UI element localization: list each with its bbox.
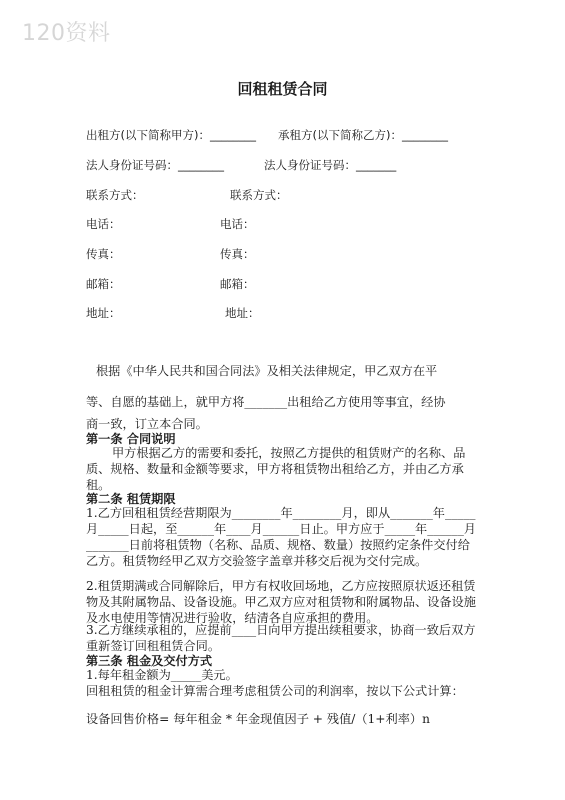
intro-line-2: 等、自愿的基础上，就甲方将_______出租给乙方使用等事宜，经协 <box>86 395 446 409</box>
article-1-heading: 第一条 合同说明 <box>86 432 176 446</box>
article-2-clause-2: 2.租赁期满或合同解除后，甲方有权收回场地，乙方应按照原状返还租赁物及其附属物品、设备设施。甲乙双方应对租赁物和附属物品、设备设施及水电使用等情况进行验收，结清各自应承担的费用。 <box>86 579 476 625</box>
article-3-clause-1: 1.每年租金额为_____美元。 <box>86 668 238 682</box>
lessee-field: 承租方(以下简称乙方)：________ <box>278 128 448 142</box>
lessor-address-field: 地址： <box>86 306 121 320</box>
intro-line-3: 商一致，订立本合同。 <box>86 417 208 431</box>
article-2-clause-3: 3.乙方继续承租的，应提前____日向甲方提出续租要求，协商一致后双方重新签订回租租赁合同。 <box>86 623 476 653</box>
lessee-email-field: 邮箱： <box>220 277 255 291</box>
article-3-heading: 第三条 租金及交付方式 <box>86 654 213 668</box>
lessee-phone-field: 电话： <box>220 217 255 231</box>
lessee-id-field: 法人身份证号码：_______ <box>264 158 397 172</box>
article-2-clause-1: 1.乙方回租租赁经营期限为________年________月，即从_______年_____月_____日起，至______年____月______日止。甲方应于_____年______月_______日前将租赁物（名称、品质、规格、数量）按照约定条件交付给乙方。租赁物经甲乙双方交验签字盖章并移交后视为交付完成。 <box>86 506 476 568</box>
watermark: 120资料 <box>22 21 111 46</box>
document-title: 回租租赁合同 <box>237 80 328 98</box>
lessor-contact-field: 联系方式： <box>86 188 144 202</box>
article-2-heading: 第二条 租赁期限 <box>86 492 176 506</box>
article-3-formula-intro: 回租租赁的租金计算需合理考虑租赁公司的利润率，按以下公式计算： <box>86 684 464 698</box>
article-3-formula: 设备回售价格= 每年租金 * 年金现值因子 + 残值/（1+利率）n <box>86 712 430 726</box>
lessor-fax-field: 传真： <box>86 247 121 261</box>
intro-line-1: 根据《中华人民共和国合同法》及相关法律规定，甲乙双方在平 <box>96 364 438 378</box>
lessor-email-field: 邮箱： <box>86 277 121 291</box>
article-1-text: 甲方根据乙方的需要和委托，按照乙方提供的租赁财产的名称、品质、规格、数量和金额等要求，甲方将租赁物出租给乙方，并由乙方承租。 <box>86 446 466 492</box>
lessor-field: 出租方(以下简称甲方)：________ <box>86 128 256 142</box>
lessee-address-field: 地址： <box>225 306 260 320</box>
lessee-contact-field: 联系方式： <box>230 188 288 202</box>
lessor-phone-field: 电话： <box>86 217 121 231</box>
lessor-id-field: 法人身份证号码：________ <box>86 158 224 172</box>
lessee-fax-field: 传真： <box>220 247 255 261</box>
